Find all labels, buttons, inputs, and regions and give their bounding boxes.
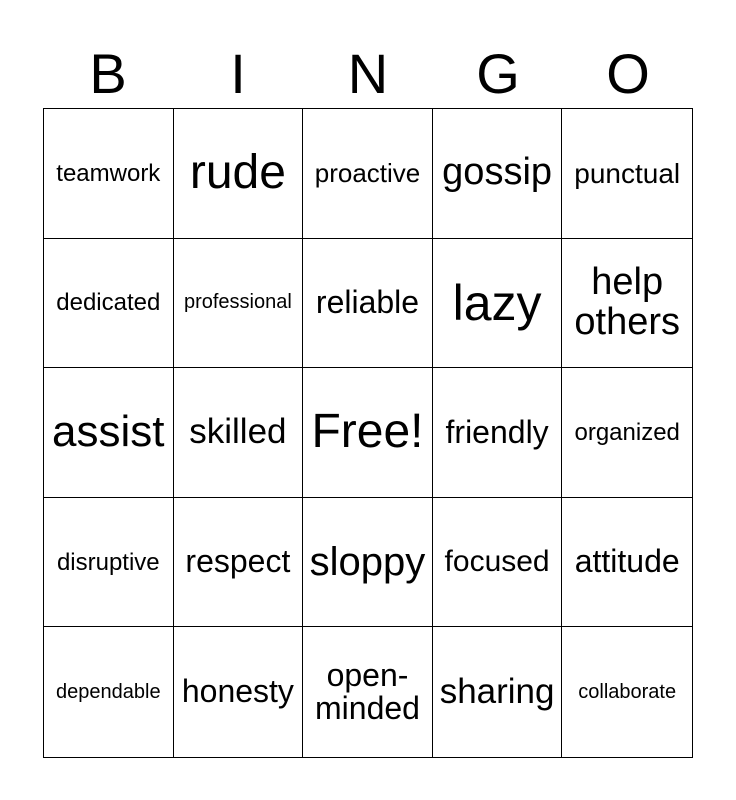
bingo-cell[interactable]: disruptive [44,498,174,628]
header-letter-b: B [89,42,127,105]
header-letter-n: N [347,42,389,105]
bingo-cell[interactable]: dependable [44,627,174,757]
bingo-cell[interactable]: open-minded [303,627,433,757]
bingo-cell[interactable]: dedicated [44,239,174,369]
bingo-cell[interactable]: proactive [303,109,433,239]
bingo-cell[interactable]: friendly [433,368,563,498]
bingo-board [43,108,693,758]
header-letter-o: O [606,42,650,105]
bingo-header [43,40,693,108]
bingo-cell[interactable]: punctual [562,109,692,239]
bingo-cell[interactable]: professional [174,239,304,369]
header-letter-i: I [230,42,246,105]
bingo-cell[interactable]: rude [174,109,304,239]
bingo-cell[interactable]: help others [562,239,692,369]
bingo-cell[interactable]: sharing [433,627,563,757]
bingo-cell[interactable]: attitude [562,498,692,628]
bingo-cell[interactable]: respect [174,498,304,628]
bingo-cell[interactable]: honesty [174,627,304,757]
bingo-cell[interactable]: gossip [433,109,563,239]
bingo-cell[interactable]: lazy [433,239,563,369]
bingo-cell[interactable]: teamwork [44,109,174,239]
bingo-cell[interactable]: organized [562,368,692,498]
bingo-cell[interactable]: collaborate [578,680,677,703]
bingo-cell[interactable]: sloppy [303,498,433,628]
free-space[interactable]: Free! [303,368,433,498]
bingo-cell[interactable]: assist [44,368,174,498]
bingo-cell[interactable]: focused [433,498,563,628]
header-letter-g: G [476,42,520,105]
bingo-cell[interactable]: skilled [174,368,304,498]
bingo-cell[interactable]: reliable [303,239,433,369]
